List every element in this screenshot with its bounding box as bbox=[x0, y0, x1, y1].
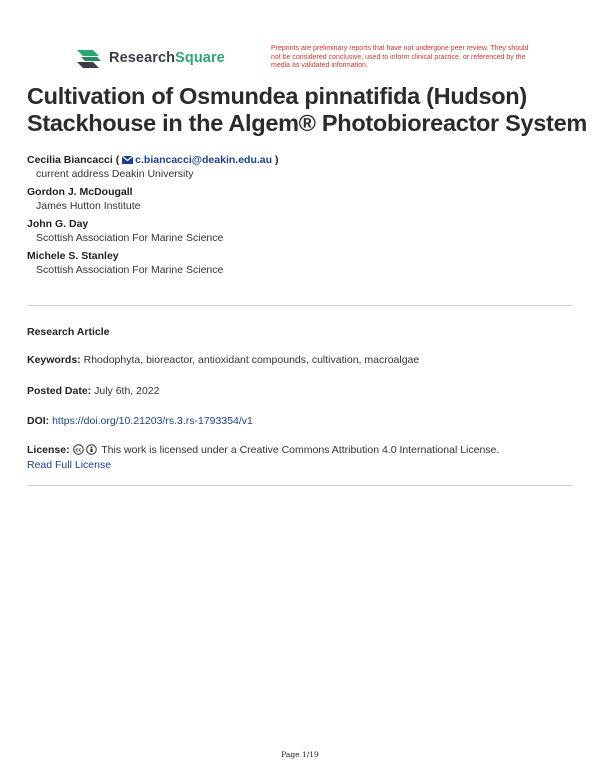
license-text: This work is licensed under a Creative Commons Attribution 4.0 International License. bbox=[101, 444, 500, 456]
posted-date: Posted Date: July 6th, 2022 bbox=[27, 385, 160, 397]
author-affiliation: current address Deakin University bbox=[36, 168, 194, 180]
author-name: Cecilia Biancacci ( c.biancacci@deakin.edu.au ) bbox=[27, 154, 279, 166]
author-affiliation: Scottish Association For Marine Science bbox=[36, 232, 224, 244]
author-name: Gordon J. McDougall bbox=[27, 186, 133, 198]
logo-text: ResearchSquare bbox=[109, 50, 225, 66]
research-square-logo[interactable] bbox=[75, 47, 225, 69]
email-link[interactable]: c.biancacci@deakin.edu.au bbox=[135, 154, 273, 166]
author-affiliation: James Hutton Institute bbox=[36, 200, 141, 212]
author-name: Michele S. Stanley bbox=[27, 250, 119, 262]
by-icon bbox=[86, 444, 97, 455]
cc-icon bbox=[73, 444, 84, 455]
author-name: John G. Day bbox=[27, 218, 89, 230]
divider bbox=[27, 305, 573, 306]
svg-text:cc: cc bbox=[75, 447, 81, 454]
author-list bbox=[27, 153, 577, 281]
doi-link[interactable]: https://doi.org/10.21203/rs.3.rs-1793354/v1 bbox=[52, 415, 253, 427]
keywords: Keywords: Rhodophyta, bioreactor, antioxidant compounds, cultivation, macroalgae bbox=[27, 354, 420, 366]
read-full-license-link[interactable]: Read Full License bbox=[27, 459, 112, 471]
author-email: ( c.biancacci@deakin.edu.au ) bbox=[115, 154, 279, 166]
license: License: cc This work is licensed under a Creative Commons Attribution 4.0 International License. Read Full License bbox=[27, 444, 500, 471]
doi: DOI: https://doi.org/10.21203/rs.3.rs-1793354/v1 bbox=[27, 415, 253, 427]
page-number: Page 1/19 bbox=[281, 750, 319, 759]
divider bbox=[27, 485, 573, 486]
author-affiliation: Scottish Association For Marine Science bbox=[36, 264, 224, 276]
paper-title: Cultivation of Osmundea pinnatifida (Hudson) Stackhouse in the Algem® Photobioreactor System bbox=[27, 83, 587, 136]
envelope-icon bbox=[122, 156, 133, 164]
research-square-logo-icon bbox=[75, 47, 103, 69]
preprint-disclaimer: Preprints are preliminary reports that have not undergone peer review. They should not be considered conclusive, used to inform clinical practice, or referenced by the media as validated information. bbox=[271, 45, 529, 69]
article-type: Research Article bbox=[27, 326, 110, 338]
